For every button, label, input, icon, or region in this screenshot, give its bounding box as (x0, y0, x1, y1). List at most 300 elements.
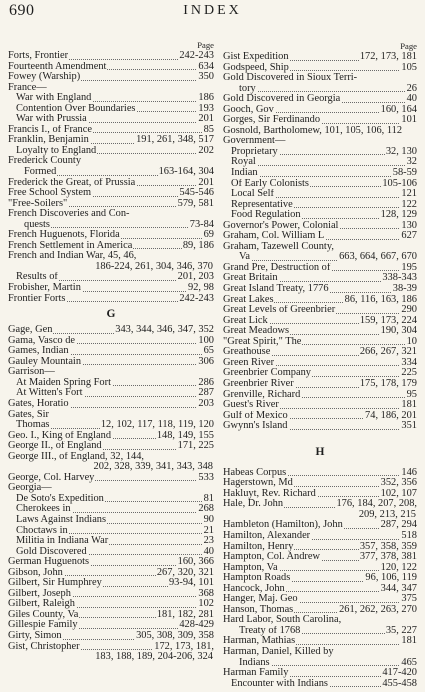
index-entry (223, 679, 417, 690)
index-entry-term: Hamilton, Henry (223, 541, 294, 552)
index-entry-pages: 305, 308, 309, 358 (136, 630, 214, 641)
index-entry-term: Gillespie Family (8, 620, 78, 631)
index-entry-term: Great Lick (223, 315, 268, 326)
index-entry (223, 115, 417, 126)
index-entry (223, 63, 417, 74)
index-entry-pages: 428-429 (179, 620, 214, 631)
index-entry (223, 305, 417, 316)
index-entry (8, 504, 214, 515)
index-entry (8, 378, 214, 389)
index-entry-term: Gold Discovered in Georgia (223, 94, 341, 105)
left-column (8, 40, 214, 663)
index-entry-term: War with England (16, 93, 92, 104)
index-entry-term: Hampton, Col. Andrew (223, 552, 320, 563)
index-entry-term: Government— (223, 136, 286, 147)
index-entry-term: Hanger, Maj. Geo (223, 594, 298, 605)
index-entry (223, 252, 417, 263)
index-entry-term: Representative (231, 199, 293, 210)
index-entry (8, 104, 214, 115)
index-entry-term: Fowey (Warship) (8, 72, 81, 83)
index-entry (8, 441, 214, 452)
index-entry (8, 62, 214, 73)
index-entry-term: Gwynn's Island (223, 421, 288, 432)
index-entry-pages: 171, 225 (177, 441, 214, 452)
index-entry (8, 209, 214, 220)
index-entry-pages: 175, 178, 179 (359, 378, 417, 389)
index-entry-term: Habeas Corpus (223, 467, 287, 478)
index-entry-term: Girty, Simon (8, 630, 62, 641)
index-entry-pages: 377, 378, 381 (359, 552, 417, 563)
index-entry (223, 626, 417, 637)
index-entry-term: Hakluyt, Rev. Richard (223, 488, 316, 499)
index-entry (8, 642, 214, 653)
index-entry-term: Treaty of 1768 (239, 625, 301, 636)
index-entry-term: Garrison— (8, 367, 55, 378)
index-entry-term: De Soto's Expedition (16, 493, 104, 504)
index-entry-term: Formed (24, 167, 57, 178)
index-entry-pages: 465 (401, 657, 417, 668)
index-entry-term: tory (239, 83, 256, 94)
index-entry-term: France— (8, 82, 47, 93)
index-entry-term: 186-224, 261, 304, 346, 370 (95, 261, 213, 272)
index-entry-term: French Discoveries and Con- (8, 209, 130, 220)
index-entry-term: French Huguenots, Florida (8, 230, 120, 241)
index-entry-pages: 120, 122 (380, 562, 417, 573)
index-entry (223, 200, 417, 211)
index-entry-pages: 102, 107 (380, 488, 417, 499)
index-entry-pages: 663, 664, 667, 670 (339, 252, 417, 263)
index-entry-pages: 533 (198, 472, 214, 483)
index-entry (223, 668, 417, 679)
index-entry-pages: 101 (401, 115, 417, 126)
index-entry-term: Franklin, Benjamin (8, 135, 89, 146)
index-entry-pages: 172, 173, 181, (154, 641, 214, 652)
index-entry (223, 284, 417, 295)
index-entry-term: Hagerstown, Md (223, 478, 293, 489)
index-entry-term: Laws Against Indians (16, 514, 107, 525)
page-column-label: Page (197, 40, 214, 50)
index-entry-term: Frontier Forts (8, 293, 66, 304)
index-entry-term: Forts, Frontier (8, 51, 69, 61)
index-entry-pages: 10 (406, 336, 417, 347)
index-entry-term: War with Prussia (16, 114, 87, 125)
index-entry (223, 584, 417, 595)
index-entry (223, 273, 417, 284)
index-entry-term: 209, 213, 215 (358, 509, 416, 520)
index-entry-term: Gilbert, Joseph (8, 588, 71, 599)
index-entry-term: Gosnold, Bartholomew, 101, 105, 106, 112 (223, 125, 403, 136)
index-entry-pages: 121 (401, 189, 417, 200)
index-entry-pages: 21 (203, 525, 214, 536)
index-entry-term: Gates, Sir (8, 409, 49, 420)
index-entry (8, 526, 214, 537)
index-entry-term: Games, Indian (8, 346, 69, 357)
index-entry-term: Of Early Colonists (231, 178, 309, 189)
index-entry-pages: 225 (401, 368, 417, 379)
index-entry (223, 358, 417, 369)
index-entry (223, 263, 417, 274)
index-entry (8, 367, 214, 378)
index-entry-pages: 130 (401, 220, 417, 231)
index-entry (223, 605, 417, 616)
index-entry-pages: 163-164, 304 (158, 167, 214, 178)
index-entry (8, 483, 214, 494)
index-entry (8, 156, 214, 167)
index-entry-pages: 286 (198, 377, 214, 388)
index-entry-pages: 201 (198, 114, 214, 125)
index-entry (223, 94, 417, 105)
index-entry-pages: 96, 106, 119 (365, 573, 417, 584)
index-entry-term: Harman, Daniel, Killed by (223, 646, 334, 657)
index-entry-term: Hard Labor, South Carolina, (223, 615, 342, 626)
index-entry-term: At Maiden Spring Fort (16, 377, 111, 388)
index-entry-term: Indians (239, 657, 270, 668)
index-entry-pages: 201 (198, 177, 214, 188)
index-entry (8, 93, 214, 104)
index-entry-term: Cherokees in (16, 504, 71, 515)
index-entry (223, 179, 417, 190)
index-entry-term: 202, 328, 339, 341, 343, 348 (93, 462, 213, 473)
index-entry (223, 542, 417, 553)
right-column (223, 41, 417, 689)
index-entry-term: Hampton Roads (223, 573, 291, 584)
index-entry-pages: 193 (198, 103, 214, 114)
index-entry (223, 531, 417, 542)
index-entry (8, 420, 214, 431)
index-entry-term: Local Self (231, 189, 274, 200)
index-entry-pages: 89, 186 (182, 240, 214, 251)
index-entry (8, 515, 214, 526)
index-entry-term: Gilbert, Sir Humphrey (8, 578, 102, 589)
index-entry-pages: 102 (198, 599, 214, 610)
index-entry-term: 183, 188, 189, 204-206, 324 (95, 652, 213, 663)
index-entry (8, 283, 214, 294)
index-entry-pages: 455-458 (382, 678, 417, 689)
index-entry-term: Harman, Mathias (223, 636, 296, 647)
index-block-g-left (8, 325, 214, 663)
index-entry-term: Hambleton (Hamilton), John (223, 520, 343, 531)
index-entry-pages: 38-39 (392, 284, 417, 295)
index-entry (223, 658, 417, 669)
index-entry (223, 489, 417, 500)
index-entry (223, 105, 417, 116)
index-entry-pages: 181 (401, 636, 417, 647)
index-entry-term: Giles County, Va (8, 609, 79, 620)
page-number: 690 (9, 2, 35, 19)
index-entry-term: Governor's Power, Colonial (223, 220, 339, 231)
index-entry-pages: 95 (406, 389, 417, 400)
index-entry-pages: 266, 267, 321 (359, 347, 417, 358)
index-entry-pages: 190, 304 (380, 326, 417, 337)
index-entry-term: "Free-Soilers" (8, 198, 68, 209)
index-entry (8, 610, 214, 621)
index-entry (223, 295, 417, 306)
index-entry (223, 52, 417, 63)
index-entry-pages: 160, 366 (177, 557, 214, 568)
index-entry-term: Va (239, 252, 250, 263)
index-entry-term: Encounter with Indians (231, 678, 328, 689)
index-entry-term: Guest's River (223, 400, 279, 411)
section-letter-h: H (315, 445, 325, 458)
index-entry-pages: 105-106 (382, 178, 417, 189)
index-entry-pages: 417-420 (382, 668, 417, 679)
index-entry (8, 188, 214, 199)
index-entry-term: German Huguenots (8, 557, 90, 568)
index-entry (8, 578, 214, 589)
index-entry-pages: 105 (401, 62, 417, 73)
index-entry (8, 230, 214, 241)
index-entry-pages: 35, 227 (385, 625, 417, 636)
index-entry-pages: 343, 344, 346, 347, 352 (115, 325, 214, 336)
index-entry-pages: 334 (401, 357, 417, 368)
index-entry (8, 72, 214, 83)
index-entry-pages: 203 (198, 398, 214, 409)
index-entry-pages: 268 (198, 504, 214, 515)
index-entry-term: Grand Pre, Destruction of (223, 262, 331, 273)
index-entry-term: Frederick County (8, 156, 82, 167)
index-entry-pages: 73-84 (189, 219, 214, 230)
page-title: INDEX (183, 3, 242, 18)
index-entry-term: George II., of England (8, 441, 102, 452)
index-entry-term: Hampton, Va (223, 562, 278, 573)
index-entry-term: Georgia— (8, 483, 52, 494)
index-entry-pages: 32, 130 (385, 146, 417, 157)
index-entry-term: Hancock, John (223, 583, 285, 594)
index-entry-pages: 93-94, 101 (168, 578, 214, 589)
index-entry-term: Choctaws in (16, 525, 68, 536)
index-entry-pages: 58-59 (392, 168, 417, 179)
index-entry (8, 125, 214, 136)
index-entry-term: Proprietary (231, 146, 278, 157)
index-entry-pages: 159, 173, 224 (359, 315, 417, 326)
index-entry (223, 147, 417, 158)
index-entry (8, 325, 214, 336)
index-entry (8, 220, 214, 231)
index-entry-pages: 338-343 (382, 273, 417, 284)
index-entry-pages: 146 (401, 467, 417, 478)
index-entry (8, 494, 214, 505)
index-entry-pages: 290 (401, 305, 417, 316)
index-entry-term: French Settlement in America (8, 240, 133, 251)
index-entry (223, 379, 417, 390)
index-entry (223, 573, 417, 584)
index-entry-term: Fourteenth Amendment (8, 61, 107, 72)
index-entry-pages: 122 (401, 199, 417, 210)
index-entry-term: Royal (231, 157, 256, 168)
index-entry (223, 242, 417, 253)
index-entry-pages: 40 (203, 546, 214, 557)
page-header (0, 0, 425, 22)
index-entry (8, 146, 214, 157)
index-entry-pages: 176, 184, 207, 208, (336, 499, 417, 510)
index-entry-pages: 634 (198, 61, 214, 72)
index-entry-pages: 12, 102, 117, 118, 119, 120 (100, 420, 214, 431)
index-entry (223, 390, 417, 401)
index-entry (8, 178, 214, 189)
index-entry (223, 368, 417, 379)
index-entry (223, 231, 417, 242)
index-entry-pages: 627 (401, 231, 417, 242)
index-entry (223, 400, 417, 411)
index-entry (223, 84, 417, 95)
index-entry (8, 536, 214, 547)
index-block-h (223, 468, 417, 689)
index-entry-term: Frederick the Great, of Prussia (8, 177, 136, 188)
index-entry-pages: 261, 262, 263, 270 (339, 604, 417, 615)
index-entry (8, 199, 214, 210)
index-entry-pages: 368 (198, 588, 214, 599)
index-entry-term: Great Britain (223, 273, 278, 284)
index-entry-term: Gulf of Mexico (223, 410, 288, 421)
index-entry (223, 73, 417, 84)
index-entry-pages: 181 (401, 400, 417, 411)
index-entry (8, 294, 214, 305)
index-entry-term: quests (24, 219, 50, 230)
index-entry-pages: 195 (401, 262, 417, 273)
index-entry-pages: 172, 173, 181 (359, 52, 417, 62)
index-entry-term: Greathouse (223, 347, 271, 358)
index-entry-term: Great Meadows (223, 326, 290, 337)
index-entry (223, 615, 417, 626)
index-entry-term: Loyalty to England (16, 145, 97, 156)
index-entry-term: Thomas (16, 420, 50, 431)
index-entry-pages: 545-546 (179, 188, 214, 199)
index-entry (8, 241, 214, 252)
index-entry-term: Militia in Indiana War (16, 536, 109, 547)
index-entry-pages: 90 (203, 514, 214, 525)
index-entry (8, 547, 214, 558)
index-entry-term: Gilbert, Raleigh (8, 599, 75, 610)
index-entry-term: Great Levels of Greenbrier (223, 305, 336, 316)
index-entry-pages: 181, 182, 281 (156, 609, 214, 620)
index-entry-term: Hanson, Thomas (223, 604, 294, 615)
index-entry (223, 347, 417, 358)
index-entry-pages: 350 (198, 72, 214, 83)
index-entry-term: Godspeed, Ship (223, 62, 289, 73)
index-entry (223, 421, 417, 432)
index-entry-pages: 32 (406, 157, 417, 168)
index-entry-pages: 242-243 (179, 293, 214, 304)
index-entry-term: Gibson, John (8, 567, 63, 578)
index-entry-term: Francis I., of France (8, 124, 92, 135)
index-entry (8, 462, 214, 473)
index-entry-term: Gates, Horatio (8, 398, 69, 409)
index-entry (223, 168, 417, 179)
index-entry-pages: 202 (198, 145, 214, 156)
index-entry-pages: 40 (406, 94, 417, 105)
index-entry-term: Gold Discovered (16, 546, 87, 557)
index-entry-pages: 100 (198, 335, 214, 346)
index-entry (8, 452, 214, 463)
index-entry-pages: 85 (203, 124, 214, 135)
index-entry (8, 83, 214, 94)
index-entry (223, 189, 417, 200)
index-entry-pages: 148, 149, 155 (156, 430, 214, 441)
index-entry-pages: 128, 129 (380, 210, 417, 221)
index-entry-term: French and Indian War, 45, 46, (8, 251, 137, 262)
index-entry-pages: 160, 164 (380, 104, 417, 115)
index-entry (8, 135, 214, 146)
index-entry (8, 599, 214, 610)
index-entry (223, 636, 417, 647)
index-entry-pages: 242-243 (179, 51, 214, 61)
index-entry (223, 499, 417, 510)
index-entry (8, 357, 214, 368)
index-entry (223, 594, 417, 605)
section-letter-g: G (106, 308, 116, 321)
index-entry-term: At Witten's Fort (16, 388, 83, 399)
index-entry-pages: 26 (406, 83, 417, 94)
index-entry-term: Great Island Treaty, 1776 (223, 284, 329, 295)
index-entry-pages: 306 (198, 356, 214, 367)
index-entry (8, 431, 214, 442)
index-entry (223, 157, 417, 168)
index-entry (223, 126, 417, 137)
index-entry (8, 346, 214, 357)
index-entry-pages: 287, 294 (380, 520, 417, 531)
page-column-label: Page (400, 41, 417, 51)
index-entry-term: Graham, Tazewell County, (223, 241, 334, 252)
index-entry-pages: 357, 358, 359 (359, 541, 417, 552)
section-gap (223, 432, 417, 442)
index-entry-term: Grenville, Richard (223, 389, 301, 400)
index-entry (223, 520, 417, 531)
index-entry-pages: 375 (401, 594, 417, 605)
index-entry (8, 251, 214, 262)
index-entry (223, 136, 417, 147)
index-entry (223, 411, 417, 422)
index-entry-pages: 351 (401, 421, 417, 432)
index-entry (223, 510, 417, 521)
index-entry-term: George, Col. Harvey (8, 472, 95, 483)
index-entry-term: George III., of England, 32, 144, (8, 451, 145, 462)
index-entry (8, 262, 214, 273)
index-entry (223, 337, 417, 348)
index-entry (223, 316, 417, 327)
index-entry-term: Results of (16, 272, 58, 283)
index-entry-term: Contention Over Boundaries (16, 103, 136, 114)
index-entry-term: Green River (223, 357, 275, 368)
index-entry-term: Gist Expedition (223, 52, 289, 62)
index-entry (8, 51, 214, 62)
index-block-f (8, 51, 214, 304)
index-entry (223, 563, 417, 574)
index-entry-term: Gorges, Sir Ferdinando (223, 115, 321, 126)
index-entry-pages: 201, 203 (177, 272, 214, 283)
index-entry-term: Gooch, Gov (223, 104, 274, 115)
index-entry-term: "Great Spirit," The (223, 336, 302, 347)
index-entry-term: Graham, Col. William L (223, 231, 325, 242)
index-entry (223, 478, 417, 489)
index-entry-term: Gage, Gen (8, 325, 53, 336)
index-entry (223, 326, 417, 337)
index-entry (223, 552, 417, 563)
index-entry-pages: 69 (203, 230, 214, 241)
index-entry (8, 589, 214, 600)
index-entry-term: Gauley Mountain (8, 356, 82, 367)
index-entry (8, 568, 214, 579)
index-entry (8, 167, 214, 178)
index-block-g-right (223, 52, 417, 432)
index-entry (8, 620, 214, 631)
index-entry-term: Harman Family (223, 668, 289, 679)
index-entry-term: Frobisher, Martin (8, 283, 81, 294)
index-entry-term: Geo. I., King of England (8, 430, 112, 441)
index-entry-term: Great Lakes (223, 294, 274, 305)
index-entry (223, 210, 417, 221)
index-entry-pages: 186 (198, 93, 214, 104)
index-entry (8, 336, 214, 347)
